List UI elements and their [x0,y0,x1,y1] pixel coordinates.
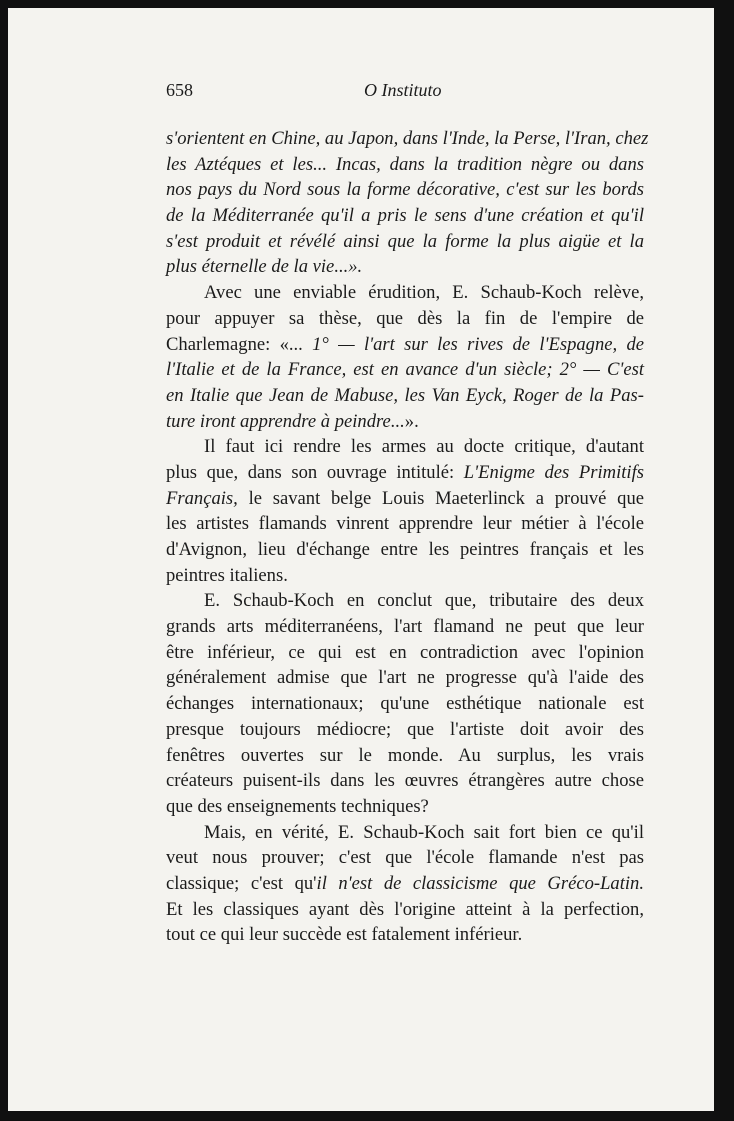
text-line: généralement admise que l'art ne progresse qu'à l'aide des [166,667,644,689]
text-line: veut nous prouver; c'est que l'école flamande n'est pas [166,847,644,869]
text-line: que des enseignements techniques? [166,795,429,817]
text-line: les artistes flamands vinrent apprendre leur métier à l'école [166,513,644,535]
text-line [166,486,644,512]
text-line: d'Avignon, lieu d'échange entre les peintres français et les [166,539,644,560]
text-line: grands arts méditerranéens, l'art flamand ne peut que leur [166,616,644,638]
paragraph-conclusion [166,588,644,819]
text-line: créateurs puisent-ils dans les œuvres étrangères autre chose [166,770,644,792]
paragraph-maeterlinck [166,434,644,588]
text-span-italic: Français, [166,487,238,509]
text-span: ». [404,410,419,432]
text-line: presque toujours médiocre; que l'artiste doit avoir des [166,718,644,740]
text-line: les Aztéques et les... Incas, dans la tradition nègre ou dans [166,153,644,175]
text-line: nos pays du Nord sous la forme décorative, c'est sur les bords [166,179,644,201]
text-line [166,871,644,897]
text-line: plus éternelle de la vie...». [166,256,363,278]
paragraph-classicism [166,820,644,948]
body-text [166,126,649,948]
text-line: de la Méditerranée qu'il a pris le sens d'une création et qu'il [166,205,644,227]
paragraph-quote [166,126,649,280]
text-line: échanges internationaux; qu'une esthétique nationale est [166,693,644,715]
text-line: Avec une enviable érudition, E. Schaub-Koch relève, [204,282,644,304]
text-line: Il faut ici rendre les armes au docte critique, d'autant [204,436,644,458]
text-line: s'orientent en Chine, au Japon, dans l'Inde, la Perse, l'Iran, chez [166,128,649,149]
text-line: peintres italiens. [166,564,288,586]
text-span-italic: 1° — l'art sur les rives de l'Espagne, de [312,333,644,355]
page-header [166,80,644,104]
text-line: s'est produit et révélé ainsi que la forme la plus aigüe et la [166,230,644,252]
text-line: en Italie que Jean de Mabuse, les Van Eyck, Roger de la Pas- [166,384,644,406]
text-line: pour appuyer sa thèse, que dès la fin de l'empire de [166,307,644,329]
text-span: le savant belge Louis Maeterlinck a prouvé que [248,487,644,509]
text-line: E. Schaub-Koch en conclut que, tributaire des deux [204,590,644,612]
text-span-italic: ture iront apprendre à peindre... [166,410,405,432]
paragraph-erudition [166,280,644,434]
text-line: l'Italie et de la France, est en avance d'un siècle; 2° — C'est [166,359,644,381]
text-span: Charlemagne: «... [166,333,303,355]
text-span-italic: il n'est de classicisme que Gréco-Latin. [316,872,644,894]
text-line: Et les classiques ayant dès l'origine atteint à la perfection, [166,898,644,920]
page-number: 658 [166,80,193,100]
text-span: plus que, dans son ouvrage intitulé: [166,461,455,483]
running-title: O Instituto [364,80,442,100]
text-line [166,409,644,435]
text-line: Mais, en vérité, E. Schaub-Koch sait fort bien ce qu'il [204,821,644,843]
text-span-italic: L'Enigme des Primitifs [463,461,644,483]
text-line [166,460,644,486]
text-line: fenêtres ouvertes sur le monde. Au surplus, les vrais [166,744,644,766]
text-line: être inférieur, ce qui est en contradiction avec l'opinion [166,641,644,663]
text-line [166,332,644,358]
text-span: classique; c'est qu' [166,872,317,894]
text-line: tout ce qui leur succède est fatalement inférieur. [166,924,523,946]
